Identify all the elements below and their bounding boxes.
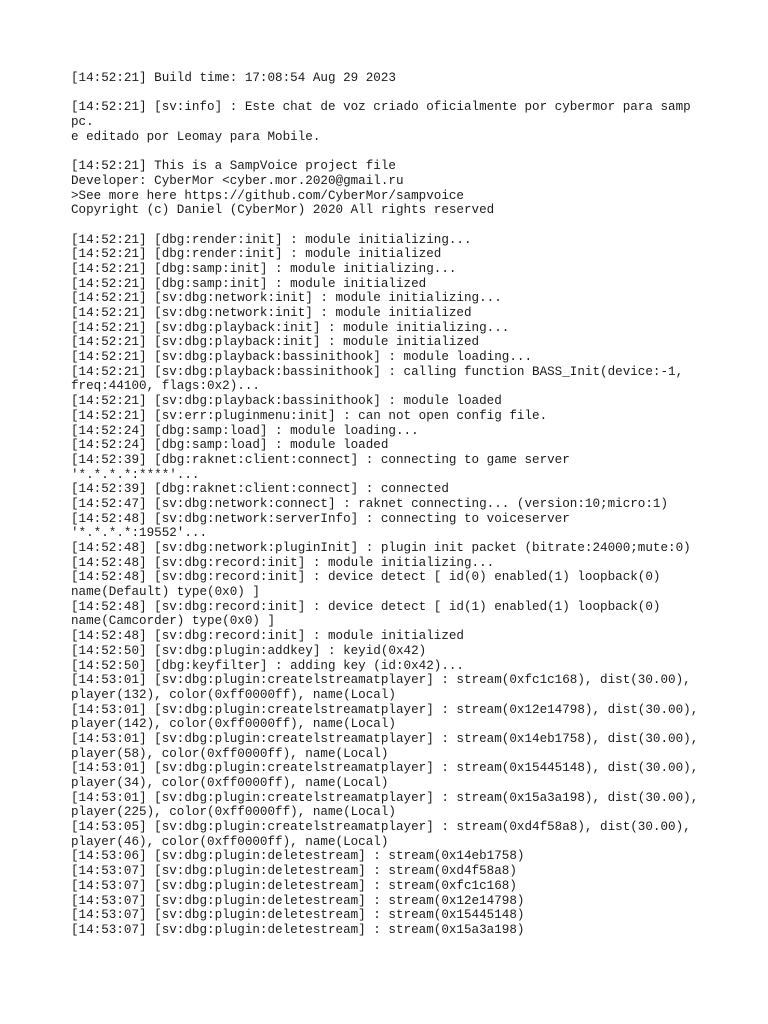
log-line: [14:53:07] [sv:dbg:plugin:deletestream] : stream(0x12e14798) xyxy=(71,893,525,908)
log-line: [14:52:21] [sv:dbg:playback:bassinithook] : module loaded xyxy=(71,394,502,409)
log-line: name(Default) type(0x0) ] xyxy=(71,585,260,600)
log-line: Developer: CyberMor <cyber.mor.2020@gmail.ru xyxy=(71,173,404,188)
log-line: [14:52:21] [sv:dbg:playback:bassinithook] : module loading... xyxy=(71,350,533,365)
log-line: player(132), color(0xff0000ff), name(Local) xyxy=(71,687,396,702)
log-line: [14:52:21] [sv:dbg:network:init] : module initialized xyxy=(71,306,472,320)
log-line: [14:53:07] [sv:dbg:plugin:deletestream] : stream(0xfc1c168) xyxy=(71,878,517,893)
log-line: [14:53:07] [sv:dbg:plugin:deletestream] : stream(0xd4f58a8) xyxy=(71,864,517,879)
log-line: [14:52:21] [sv:dbg:playback:init] : module initialized xyxy=(71,335,480,350)
log-line: [14:52:21] [dbg:render:init] : module initializing... xyxy=(71,232,472,247)
log-line: [14:52:21] Build time: 17:08:54 Aug 29 2023 xyxy=(71,71,396,85)
log-line: pc. xyxy=(71,115,94,130)
log-line: [14:53:01] [sv:dbg:plugin:createlstreamatplayer] : stream(0xfc1c168), dist(30.00), xyxy=(71,673,691,688)
log-block xyxy=(71,71,711,86)
log-line: '*.*.*.*:****'... xyxy=(71,467,200,482)
log-line: [14:52:21] [sv:err:pluginmenu:init] : can not open config file. xyxy=(71,408,548,423)
log-line: [14:52:48] [sv:dbg:record:init] : device detect [ id(1) enabled(1) loopback(0) xyxy=(71,599,661,614)
log-line: [14:52:47] [sv:dbg:network:connect] : raknet connecting... (version:10;micro:1) xyxy=(71,496,669,511)
log-line: player(46), color(0xff0000ff), name(Local) xyxy=(71,834,389,849)
log-line: [14:52:21] [dbg:samp:init] : module initialized xyxy=(71,276,427,291)
log-line: player(142), color(0xff0000ff), name(Local) xyxy=(71,717,396,732)
log-line: [14:52:48] [sv:dbg:network:pluginInit] : plugin init packet (bitrate:24000;mute:0) xyxy=(71,541,691,555)
log-line: [14:52:50] [dbg:keyfilter] : adding key (id:0x42)... xyxy=(71,658,464,673)
log-line: [14:52:39] [dbg:raknet:client:connect] : connected xyxy=(71,482,449,497)
log-block xyxy=(71,233,711,938)
log-line: [14:53:07] [sv:dbg:plugin:deletestream] : stream(0x15445148) xyxy=(71,908,525,923)
log-block xyxy=(71,159,711,218)
log-line: [14:52:24] [dbg:samp:load] : module loaded xyxy=(71,438,389,453)
log-line: [14:53:01] [sv:dbg:plugin:createlstreamatplayer] : stream(0x15445148), dist(30.00), xyxy=(71,761,699,776)
log-document xyxy=(71,71,711,952)
log-line: name(Camcorder) type(0x0) ] xyxy=(71,614,276,629)
log-line: [14:52:48] [sv:dbg:record:init] : device detect [ id(0) enabled(1) loopback(0) xyxy=(71,570,661,585)
log-line: player(225), color(0xff0000ff), name(Local) xyxy=(71,805,396,820)
log-line: [14:52:48] [sv:dbg:record:init] : module initializing... xyxy=(71,555,495,570)
log-line: [14:52:50] [sv:dbg:plugin:addkey] : keyid(0x42) xyxy=(71,643,427,658)
log-line: [14:53:01] [sv:dbg:plugin:createlstreamatplayer] : stream(0x14eb1758), dist(30.00), xyxy=(71,731,699,746)
log-line: freq:44100, flags:0x2)... xyxy=(71,379,260,394)
log-line: [14:52:48] [sv:dbg:network:serverInfo] : connecting to voiceserver xyxy=(71,511,570,526)
log-line: [14:52:48] [sv:dbg:record:init] : module initialized xyxy=(71,629,464,644)
log-line: [14:53:05] [sv:dbg:plugin:createlstreamatplayer] : stream(0xd4f58a8), dist(30.00), xyxy=(71,820,691,835)
log-line: [14:52:21] [sv:dbg:playback:bassinithook] : calling function BASS_Init(device:-1, xyxy=(71,364,684,379)
log-line: [14:52:21] [sv:info] : Este chat de voz criado oficialmente por cybermor para samp xyxy=(71,100,691,115)
log-line: [14:52:21] [sv:dbg:network:init] : module initializing... xyxy=(71,291,502,306)
log-line: '*.*.*.*:19552'... xyxy=(71,526,208,541)
log-line: [14:52:21] [sv:dbg:playback:init] : module initializing... xyxy=(71,320,510,335)
log-line: [14:53:07] [sv:dbg:plugin:deletestream] : stream(0x15a3a198) xyxy=(71,922,525,937)
log-line: e editado por Leomay para Mobile. xyxy=(71,129,321,144)
log-line: [14:52:39] [dbg:raknet:client:connect] : connecting to game server xyxy=(71,452,570,467)
log-line: [14:53:01] [sv:dbg:plugin:createlstreamatplayer] : stream(0x15a3a198), dist(30.00), xyxy=(71,790,699,805)
log-line: player(34), color(0xff0000ff), name(Local) xyxy=(71,776,389,790)
log-line: [14:52:21] This is a SampVoice project file xyxy=(71,159,396,174)
log-line: [14:53:06] [sv:dbg:plugin:deletestream] : stream(0x14eb1758) xyxy=(71,849,525,864)
log-line: [14:52:21] [dbg:samp:init] : module initializing... xyxy=(71,261,457,276)
log-line: >See more here https://github.com/CyberMor/sampvoice xyxy=(71,188,464,203)
log-line: [14:52:24] [dbg:samp:load] : module loading... xyxy=(71,423,419,438)
log-line: player(58), color(0xff0000ff), name(Local) xyxy=(71,746,389,761)
log-block xyxy=(71,100,711,144)
log-line: Copyright (c) Daniel (CyberMor) 2020 All rights reserved xyxy=(71,203,495,218)
log-line: [14:53:01] [sv:dbg:plugin:createlstreamatplayer] : stream(0x12e14798), dist(30.00), xyxy=(71,702,699,717)
log-line: [14:52:21] [dbg:render:init] : module initialized xyxy=(71,247,442,262)
